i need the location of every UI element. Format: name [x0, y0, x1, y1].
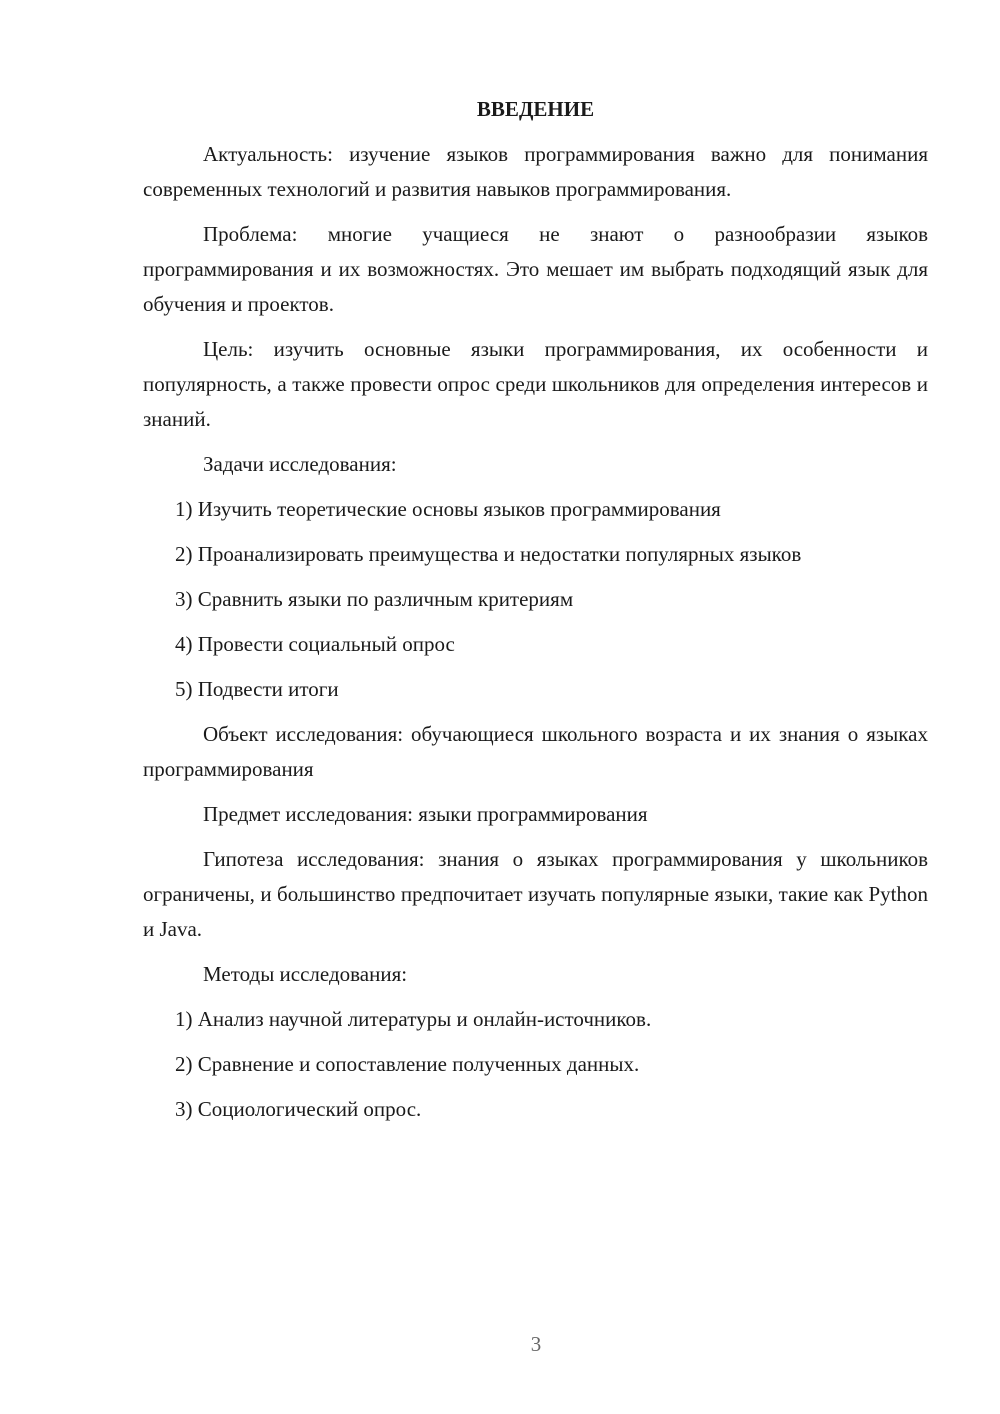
methods-heading: Методы исследования:: [203, 962, 408, 986]
list-item: 3) Социологический опрос.: [175, 1097, 422, 1121]
list-item: 3) Сравнить языки по различным критериям: [175, 587, 574, 611]
hypothesis-paragraph: Гипотеза исследования: знания о языках программирования у школьников ограничены, и большинство предпочитает изучать популярные языки, такие как Python и Java.: [143, 847, 928, 941]
document-page: [143, 92, 928, 1137]
tasks-list: [143, 492, 928, 707]
subject-paragraph: Предмет исследования: языки программирования: [203, 802, 648, 826]
relevance-paragraph: Актуальность: изучение языков программирования важно для понимания современных технологий и развития навыков программирования.: [143, 142, 928, 201]
tasks-heading: Задачи исследования:: [203, 452, 397, 476]
list-item: 2) Сравнение и сопоставление полученных данных.: [175, 1052, 640, 1076]
problem-paragraph: Проблема: многие учащиеся не знают о разнообразии языков программирования и их возможностях. Это мешает им выбрать подходящий язык для обучения и проектов.: [143, 222, 928, 316]
goal-paragraph: Цель: изучить основные языки программирования, их особенности и популярность, а также провести опрос среди школьников для определения интересов и знаний.: [143, 337, 928, 431]
list-item: 1) Анализ научной литературы и онлайн-источников.: [175, 1007, 652, 1031]
object-paragraph: Объект исследования: обучающиеся школьного возраста и их знания о языках программирования: [143, 722, 928, 781]
methods-list: [143, 1002, 928, 1127]
section-title: ВВЕДЕНИЕ: [476, 97, 595, 121]
list-item: 1) Изучить теоретические основы языков программирования: [175, 497, 721, 521]
list-item: 4) Провести социальный опрос: [175, 632, 455, 656]
list-item: 5) Подвести итоги: [175, 677, 339, 701]
list-item: 2) Проанализировать преимущества и недостатки популярных языков: [175, 542, 802, 566]
page-number: 3: [530, 1332, 542, 1356]
